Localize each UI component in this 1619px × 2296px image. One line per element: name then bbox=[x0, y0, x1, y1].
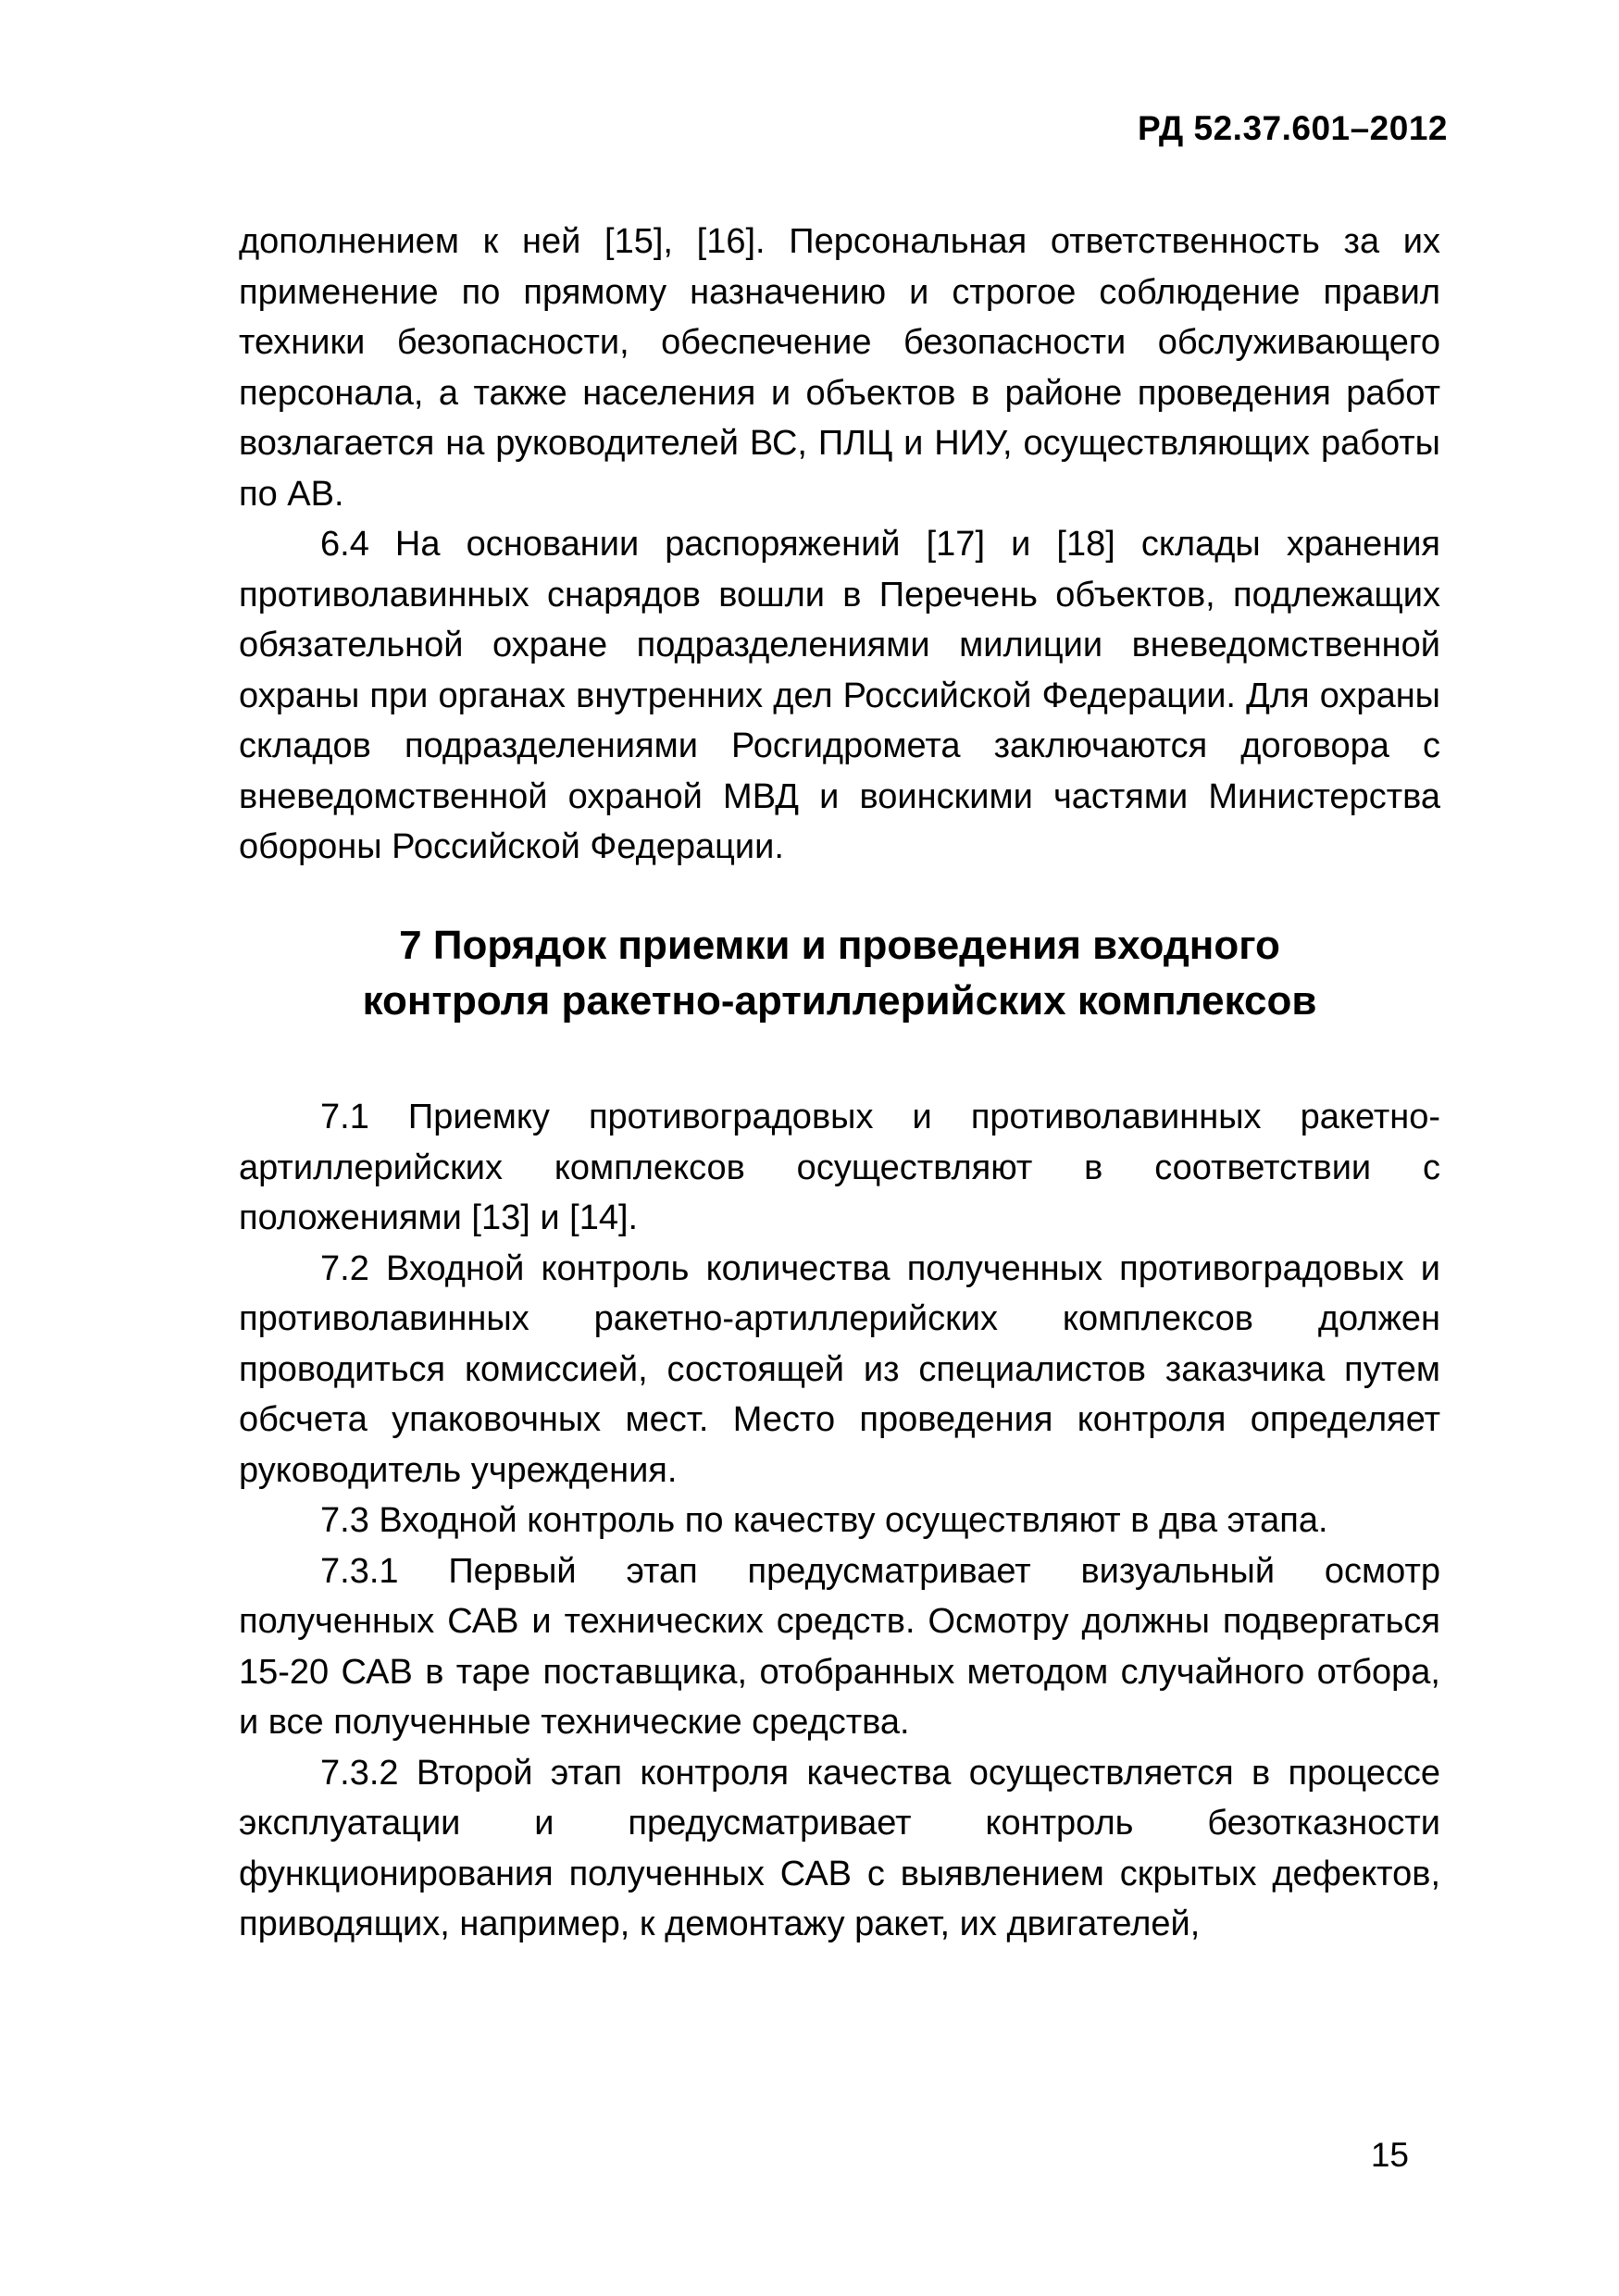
paragraph-7-2: 7.2 Входной контроль количества полученных противоградовых и противолавинных ракетно-артиллерийских комплексов должен проводиться комиссией, состоящей из специалистов заказчика путем обсчета упаковочных мест. Место проведения контроля определяет руководитель учреждения. bbox=[239, 1248, 1440, 1490]
paragraph-continuation: дополнением к ней [15], [16]. Персональная ответственность за их применение по прямому назначению и строгое соблюдение правил техники безопасности, обеспечение безопасности обслуживающего персонала, а также населения и объектов в районе проведения работ возлагается на руководителей ВС, ПЛЦ и НИУ, осуществляющих работы по АВ. bbox=[239, 222, 1440, 514]
document-code: РД 52.37.601–2012 bbox=[1138, 109, 1448, 147]
section-heading-line-2: контроля ракетно-артиллерийских комплексов bbox=[362, 978, 1317, 1024]
paragraph-6-4: 6.4 На основании распоряжений [17] и [18] склады хранения противолавинных снарядов вошли в Перечень объектов, подлежащих обязательной охране подразделениями милиции вневедомственной охраны при органах внутренних дел Российской Федерации. Для охраны складов подразделениями Росгидромета заключаются договора с вневедомственной охраной МВД и воинскими частями Министерства обороны Российской Федерации. bbox=[239, 525, 1440, 866]
paragraph-7-1: 7.1 Приемку противоградовых и противолавинных ракетно-артиллерийских комплексов осуществляют в соответствии с положениями [13] и [14]. bbox=[239, 1098, 1440, 1237]
text-block-continuation bbox=[239, 217, 1440, 873]
section-heading-7 bbox=[239, 918, 1440, 1029]
paragraph-7-3: 7.3 Входной контроль по качеству осуществляют в два этапа. bbox=[320, 1501, 1328, 1540]
paragraph-7-3-2: 7.3.2 Второй этап контроля качества осуществляется в процессе эксплуатации и предусматривает контроль безотказности функционирования полученных САВ с выявлением скрытых дефектов, приводящих, например, к демонтажу ракет, их двигателей, bbox=[239, 1753, 1440, 1943]
page-number: 15 bbox=[1370, 2136, 1409, 2174]
section-heading-line-1: 7 Порядок приемки и проведения входного bbox=[399, 923, 1280, 968]
text-block-section-7 bbox=[239, 1092, 1440, 1950]
paragraph-7-3-1: 7.3.1 Первый этап предусматривает визуальный осмотр полученных САВ и технических средств. Осмотру должны подвергаться 15-20 САВ в таре поставщика, отобранных методом случайного отбора, и все полученные технические средства. bbox=[239, 1551, 1440, 1742]
